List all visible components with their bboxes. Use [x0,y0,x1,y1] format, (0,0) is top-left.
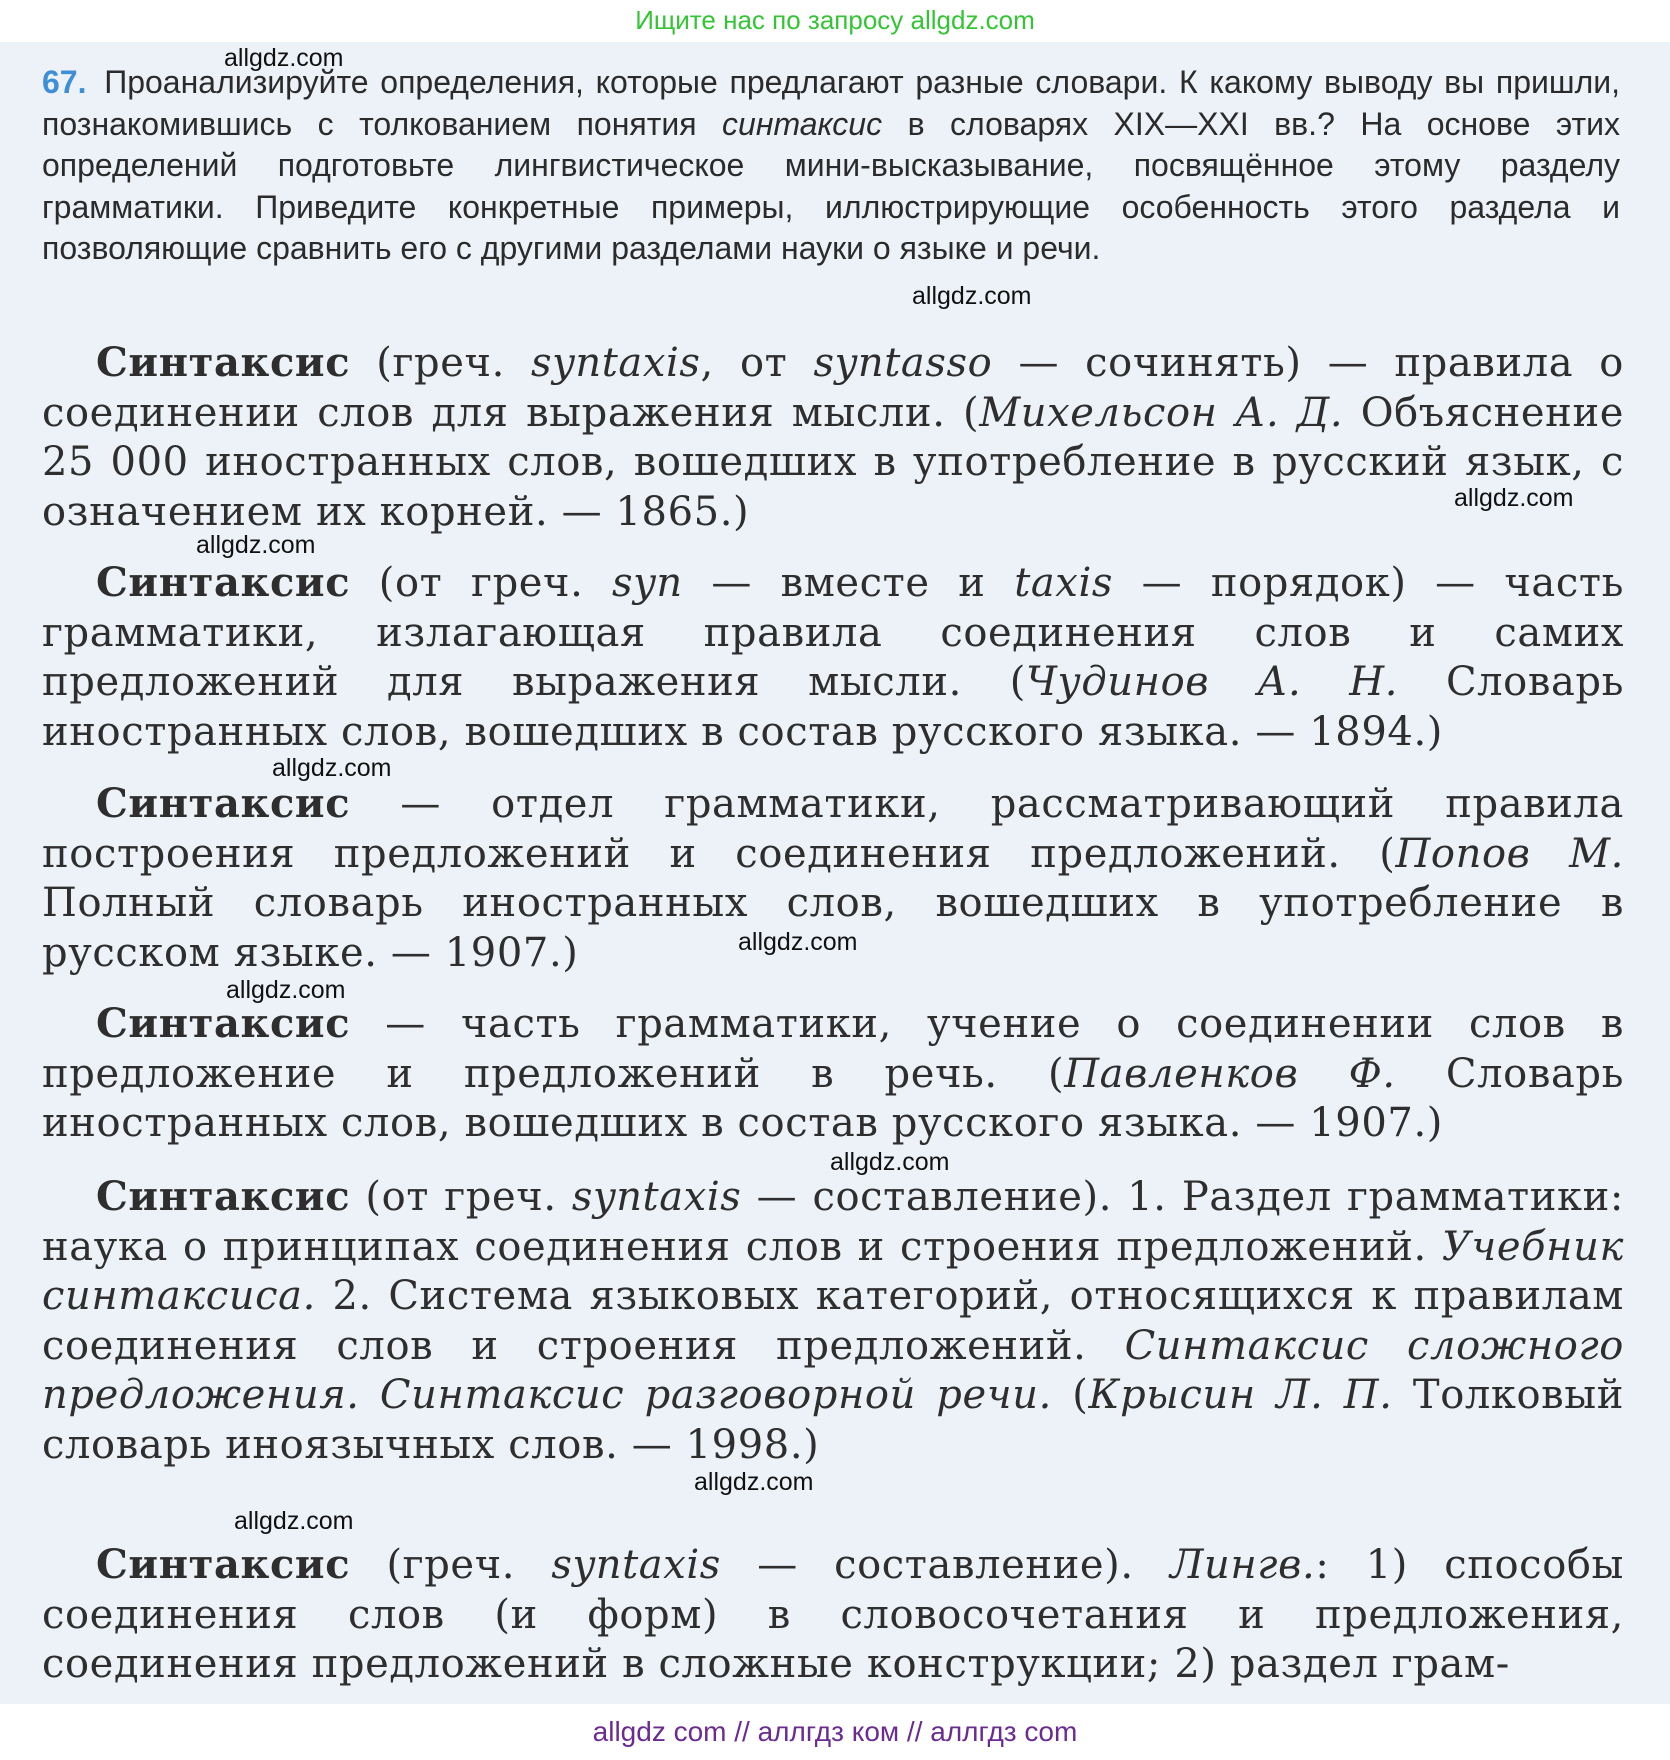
definition-text: — составление). 1. Раздел грамматики: наука о принципах соединения слов и строения предложений. [42,1174,1624,1270]
definition-text: ( [1072,1372,1089,1419]
definition-text: (от греч. [378,560,584,606]
definition-1 [42,338,1624,537]
top-banner[interactable]: Ищите нас по запросу allgdz.com [635,5,1035,35]
definition-source-author: Крысин Л. П. [1088,1372,1393,1419]
watermark: allgdz.com [272,754,392,782]
definition-source-author: Павленков Ф. [1064,1050,1396,1097]
definition-example: Учебник синтаксиса. [42,1223,1624,1320]
definition-text: (греч. [386,1542,516,1588]
definition-source: Объяснение 25 000 иностранных слов, вошедших в употребление в русский язык, с означением их корней. — 1865.) [42,389,1624,535]
watermark: allgdz.com [738,928,858,956]
watermark: allgdz.com [224,44,344,72]
task-text-a: Проанализируйте определения, которые предлагают разные словари. К какому выводу вы пришли, познакомившись с толкованием понятия [42,64,1620,142]
definition-source-author: Чудинов А. Н. [1026,659,1399,706]
definition-text: — отдел грамматики, рассматривающий правила построения предложений и соединения предложений. ( [42,781,1624,877]
definition-italic: syntaxis [551,1542,721,1588]
watermark: allgdz.com [694,1468,814,1496]
definition-italic: Лингв. [1170,1542,1316,1588]
definition-italic: syntaxis [571,1174,742,1220]
definition-text: — часть грамматики, учение о соединении слов в предложение и предложений в речь. ( [42,1001,1624,1097]
definition-term: Синтаксис [96,559,351,606]
definition-text: 2. Система языковых категорий, относящихся к правилам соединения слов и строения предложений. [42,1273,1624,1369]
watermark: allgdz.com [226,976,346,1004]
definition-term: Синтаксис [96,1541,351,1588]
definition-term: Синтаксис [96,780,351,827]
watermark: allgdz.com [830,1148,950,1176]
watermark: allgdz.com [912,282,1032,310]
definition-6 [42,1540,1624,1690]
definition-2 [42,558,1624,757]
definition-text: , от [700,340,788,386]
definition-source: Полный словарь иностранных слов, вошедших в употребление в русском языке. — 1907.) [42,880,1624,976]
definition-source: Толковый словарь иноязычных слов. — 1998.) [42,1372,1624,1468]
definition-source: Словарь иностранных слов, вошедших в состав русского языка. — 1894.) [42,659,1624,755]
bottom-banner[interactable]: allgdz com // аллгдз ком // аллгдз com [0,1704,1670,1760]
watermark: allgdz.com [1454,484,1574,512]
definition-italic: syn [612,560,683,606]
definition-text: — сочинять) — правила о соединении слов для выражения мысли. ( [42,340,1624,436]
definition-text: — порядок) — часть грамматики, излагающая правила соединения слов и самих предложений для выражения мысли. ( [42,560,1624,706]
task-text-b: в словарях XIX—XXI вв.? На основе этих определений подготовьте лингвистическое мини-высказывание, посвящённое этому разделу грамматики. Приведите конкретные примеры, иллюстрирующие особенность этого раздела и позволяющие сравнить его с другими разделами науки о языке и речи. [42,105,1621,266]
definition-term: Синтаксис [96,1000,351,1047]
watermark: allgdz.com [196,531,316,559]
definition-source: Словарь иностранных слов, вошедших в состав русского языка. — 1907.) [42,1050,1624,1147]
definition-term: Синтаксис [96,1173,351,1220]
definition-source-author: Попов М. [1395,830,1625,877]
definition-term: Синтаксис [96,339,351,386]
task-67 [42,62,1620,270]
definition-source-author: Михельсон А. Д. [979,389,1344,436]
task-term: синтаксис [722,105,883,142]
definition-text: — вместе и [711,560,986,606]
definition-italic: syntaxis [531,340,701,386]
definition-text: (греч. [376,340,505,386]
definition-italic: syntasso [813,340,993,386]
watermark: allgdz.com [234,1507,354,1535]
definition-example: Синтаксис сложного предложения. Синтаксис разговорной речи. [42,1322,1624,1419]
definition-4 [42,999,1624,1149]
definition-5 [42,1172,1624,1471]
definition-text: (от греч. [365,1174,557,1220]
definition-italic: taxis [1014,560,1113,606]
definition-text: — составление). [757,1542,1134,1588]
task-number: 67. [42,64,87,100]
definition-text: : 1) способы соединения слов (и форм) в словосочетания и предложения, соединения предложений в сложные конструкции; 2) раздел грам- [42,1542,1624,1688]
